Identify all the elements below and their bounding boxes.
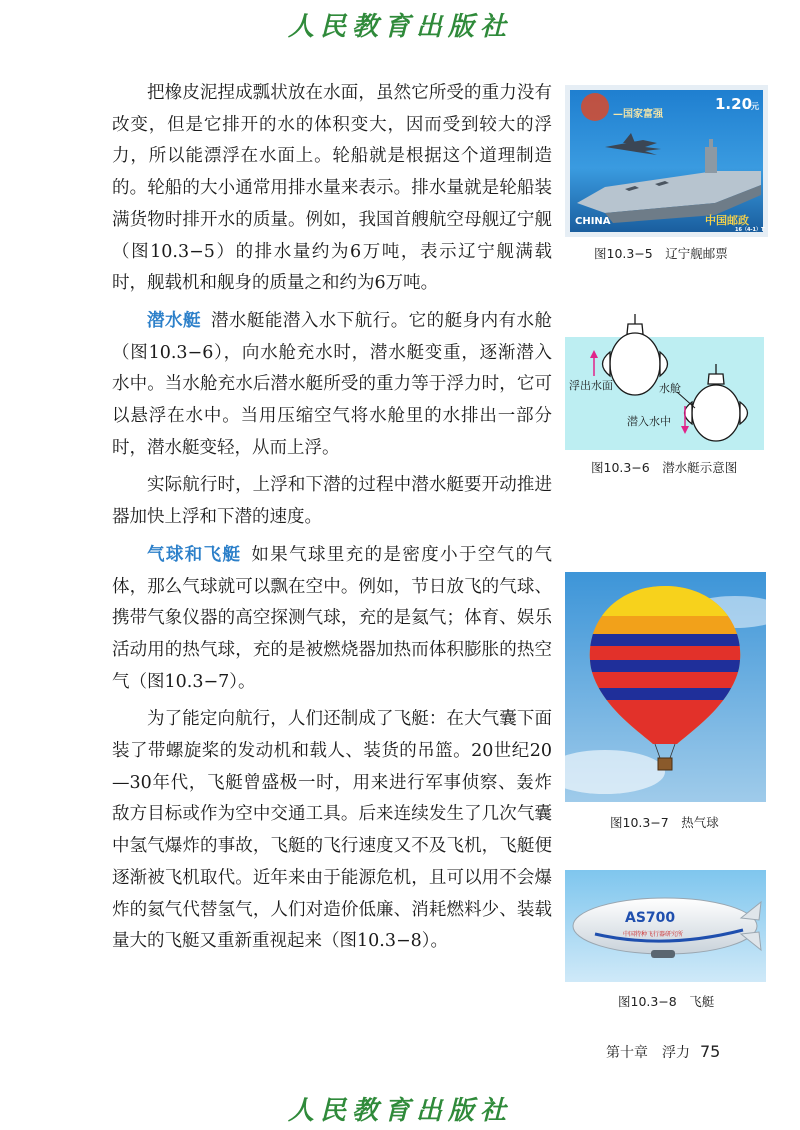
stamp-serial: 16（4-1）T (735, 227, 765, 233)
balloon-caption: 图10.3−7 热气球 (610, 815, 719, 830)
paragraph-5 (112, 704, 552, 958)
label-tank: 水舱 (659, 382, 681, 395)
keyword-balloon-airship: 气球和飞艇 (147, 544, 242, 565)
stamp-denomination: 1.20 (715, 95, 753, 113)
label-dive: 潜入水中 (627, 415, 671, 428)
page-number: 75 (700, 1042, 721, 1061)
stamp-country: CHINA (575, 216, 611, 227)
stamp-figure (565, 85, 768, 237)
balloon-basket (658, 758, 672, 770)
stamp-banner: —国家富强 (613, 109, 663, 120)
hot-air-balloon-photo (565, 572, 766, 802)
paragraph-3 (112, 470, 552, 533)
chapter-title: 第十章 浮力 (606, 1045, 690, 1061)
paragraph-3-text: 实际航行时，上浮和下潜的过程中潜水艇要开动推进器加快上浮和下潜的速度。 (112, 475, 552, 528)
airship-model-label: AS700 (625, 910, 676, 926)
airship-gondola (651, 950, 675, 958)
body-text (112, 78, 552, 958)
publisher-logo-footer: 人民教育出版社 (287, 1096, 512, 1126)
stamp-issuer: 中国邮政 (705, 214, 749, 227)
airship-photo (565, 870, 766, 982)
airship-side-text: 中国特种飞行器研究所 (623, 931, 684, 938)
paragraph-2 (112, 306, 552, 465)
keyword-submarine: 潜水艇 (147, 310, 201, 331)
paragraph-4-text: 如果气球里充的是密度小于空气的气体，那么气球就可以飘在空中。例如，节日放飞的气球、携带气象仪器的高空探测气球，充的是氦气；体育、娱乐活动用的热气球，充的是被燃烧器加热而体积膨胀的热空气（图10.3−7）。 (112, 544, 552, 692)
airship-caption: 图10.3−8 飞艇 (618, 994, 715, 1009)
label-float: 浮出水面 (569, 379, 613, 392)
submarine-diagram (565, 312, 764, 450)
stamp-caption: 图10.3−5 辽宁舰邮票 (594, 246, 728, 261)
paragraph-4 (112, 540, 552, 699)
paragraph-1-text: 把橡皮泥捏成瓢状放在水面，虽然它所受的重力没有改变，但是它排开的水的体积变大，因而受到较大的浮力，所以能漂浮在水面上。轮船就是根据这个道理制造的。轮船的大小通常用排水量来表示。排水量就是轮船装满货物时排开水的质量。例如，我国首艘航空母舰辽宁舰（图10.3−5）的排水量约为6万吨，表示辽宁舰满载时，舰载机和舰身的质量之和约为6万吨。 (112, 83, 552, 294)
submarine-caption: 图10.3−6 潜水艇示意图 (591, 460, 738, 475)
stamp-emblem (581, 93, 609, 121)
paragraph-2-text: 潜水艇能潜入水下航行。它的艇身内有水舱（图10.3−6），向水舱充水时，潜水艇变重，逐渐潜入水中。当水舱充水后潜水艇所受的重力等于浮力时，它可以悬浮在水中。当用压缩空气将水舱里的水排出一部分时，潜水艇变轻，从而上浮。 (112, 310, 553, 458)
airship-hull (573, 898, 757, 954)
publisher-logo-header: 人民教育出版社 (287, 12, 512, 42)
page-footer (606, 1042, 720, 1062)
paragraph-5-text: 为了能定向航行，人们还制成了飞艇：在大气囊下面装了带螺旋桨的发动机和载人、装货的吊篮。20世纪20—30年代，飞艇曾盛极一时，用来进行军事侦察、轰炸敌方目标或作为空中交通工具。后来连续发生了几次气囊中氢气爆炸的事故，飞艇的飞行速度又不及飞机，飞艇便逐渐被飞机取代。近年来由于能源危机，且可以用不会爆炸的氦气代替氢气，人们对造价低廉、消耗燃料少、装载量大的飞艇又重新重视起来（图10.3−8）。 (112, 709, 552, 952)
paragraph-1 (112, 78, 552, 300)
stamp-denomination-unit: 元 (751, 102, 759, 111)
